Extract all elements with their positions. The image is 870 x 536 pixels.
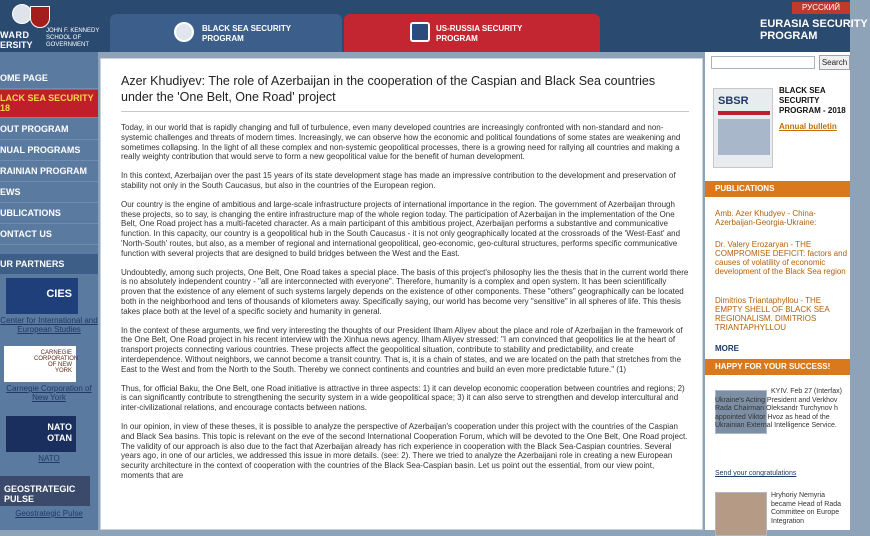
publication-link[interactable]: Dimitrios Triantaphyllou - THE EMPTY SHELL OF BLACK SEA REGIONALISM. DIMITRIOS TRIANTAPHYLLOU	[715, 296, 830, 332]
publication-link[interactable]: Dr. Valery Erozaryan - THE COMPROMISE DEFICIT: factors and causes of volatility of economic development of the Black Sea region	[715, 240, 848, 276]
harvard-text-1: WARD	[0, 30, 30, 40]
tab-black-sea-security-label: BLACK SEA SECURITY PROGRAM	[202, 24, 291, 43]
right-sidebar	[705, 52, 850, 530]
article-paragraph: Today, in our world that is rapidly changing and full of turbulence, even many developed countries are increasingly confronted with non-standard and non-systemic challenges and threats of modern times. Increasingly, we can observe how the economic and political foundations of some states are weakening and sometimes collapsing. In the light of all these complex and non-systemic geopolitical processes, there is a growing need for rallying all countries and making a really weighty contribution that would serve to form a new geopolitical value for the benefit of human development.	[121, 123, 681, 162]
jfk-school-label: JOHN F. KENNEDY SCHOOL OF GOVERNMENT	[46, 28, 100, 48]
nav-news[interactable]: EWS	[0, 182, 98, 203]
more-publications-link[interactable]: MORE	[715, 344, 739, 353]
nav-contact-us[interactable]: ONTACT US	[0, 224, 98, 245]
partner-name[interactable]: NATO	[38, 454, 60, 463]
happy-success-heading: HAPPY FOR YOUR SUCCESS!	[705, 359, 850, 375]
site-header	[0, 0, 868, 52]
partner-name[interactable]: Carnegie Corporation of New York	[6, 384, 92, 402]
left-navigation	[0, 52, 98, 530]
nav-about-program[interactable]: OUT PROGRAM	[0, 119, 98, 140]
nav-ukrainian-program[interactable]: RAINIAN PROGRAM	[0, 161, 98, 182]
article-title: Azer Khudiyev: The role of Azerbaijan in the cooperation of the Caspian and Black Sea countries under the 'One Belt, One Road' project	[121, 74, 656, 104]
article-paragraph: Our country is the engine of ambitious and large-scale infrastructure projects of international importance in the region. The government of Azerbaijan through these projects, so to say, is changing the entire infrastructure map of the whole region today. The participation of Azerbaijan in the implementation of the One Belt, One Road project has a multi-faceted character. As a main participant of this ambitious project, Azerbaijan performs a substantive and communicative function. In this capacity, our country is a geopolitical hub in the South Caucasus - it is not only geographically located at the crossroads of the 'West-East' and 'North-South' routes, but also, as a member of regional and international geopolitical, geo-economic, geo-cultural structures, performs specific communicative function with several projects that are designed to build bridges between the West and the East.	[121, 199, 681, 258]
globe-icon	[12, 4, 32, 24]
article-body	[121, 123, 689, 490]
bssp-2018-title: BLACK SEA SECURITY PROGRAM - 2018	[779, 86, 846, 115]
nav-annual-programs[interactable]: NUAL PROGRAMS	[0, 140, 98, 161]
carnegie-logo: CARNEGIE CORPORATION OF NEW YORK	[4, 346, 76, 382]
article-paragraph: In the context of these arguments, we find very interesting the thoughts of our President Ilham Aliyev about the place and role of Azerbaijan in the framework of the One Belt, One Road project in his recent interview with the Xinhua news agency. Ilham Aliyev stressed: "I am convinced that geopolitics lie at the heart of transport projects connecting various countries. These projects affect the geopolitical situation, contribute to stability and predictability, and create interdependence. Without neighbors, we cannot become a transit country. That is, it is a chain of states, and we are located on the path that stretches from the East to the West and from the North to the South. Thereby we connect continents and countries and build an even more predictable future." (1)	[121, 325, 683, 374]
russian-language-link[interactable]: РУССКИЙ	[792, 2, 850, 14]
news-text: KYIV. Feb 27 (Interfax) Ukraine's Acting President and Verkhov Rada Chairman Oleksandr Turchynov h appointed Viktor Hvoz as head of the Ukrainian External Intelligence Service.	[715, 388, 842, 429]
send-congratulations-link[interactable]: Send your congratulations	[715, 470, 797, 477]
cover-bar	[718, 111, 770, 115]
publication-link[interactable]: Amb. Azer Khudyev - China-Azerbaijan-Georgia-Ukraine:	[715, 209, 817, 227]
nav-home[interactable]: OME PAGE	[0, 68, 98, 89]
nato-logo: NATO OTAN	[6, 416, 76, 452]
search-button[interactable]: Search	[819, 55, 850, 70]
news-text: Hryhoriy Nemyria became Head of Rada Committee on Europe Integration	[771, 492, 842, 525]
partner-name[interactable]: Geostrategic Pulse	[15, 509, 83, 518]
harvard-logo[interactable]	[0, 0, 108, 52]
article-panel	[100, 58, 703, 530]
publications-heading: PUBLICATIONS	[705, 181, 850, 197]
article-paragraph: Undoubtedly, among such projects, One Belt, One Road takes a special place. The basis of this project's philosophy lies the thesis that in the current world there is no absolutely independent country - "all are interconnected with everyone". Therefore, humanity is a complex and open system. It has been scientifically proven that the existence of any element of such systems largely depends on the existence of other components. These "others" geographically can be located both in the neighborhood and tens of thousands of kilometers away. Specifically saying, our world has become very "sensitive" in all spheres of life. This thesis takes place both at the level of a specific society and humanity in general.	[121, 267, 689, 316]
tab-us-russia-security[interactable]	[344, 14, 600, 52]
eurasia-program-link[interactable]: EURASIA SECURITY PROGRAM	[760, 18, 868, 42]
nav-publications[interactable]: UBLICATIONS	[0, 203, 98, 224]
annual-bulletin-link[interactable]: Annual bulletin	[779, 122, 837, 131]
partner-name[interactable]: Center for International and European Studies	[0, 316, 98, 334]
bssp-badge-icon	[174, 22, 194, 42]
tab-black-sea-security[interactable]	[110, 14, 342, 52]
article-paragraph: In this context, Azerbaijan over the past 15 years of its state development stage has made an impressive contribution to the development and preservation of stability not only in the South Caucasus, but also in the countries of the European region.	[121, 171, 676, 190]
news-photo[interactable]	[715, 492, 767, 536]
shield-icon	[410, 22, 430, 42]
search-input[interactable]	[711, 56, 815, 69]
bulletin-cover[interactable]	[713, 88, 773, 168]
shield-icon	[30, 6, 50, 28]
title-divider	[121, 111, 689, 112]
harvard-text-2: ERSITY	[0, 40, 33, 50]
cies-logo: CIES	[6, 278, 78, 314]
sbsr-label: SBSR	[718, 95, 749, 107]
nav-black-sea-security[interactable]: LACK SEA SECURITY 18	[0, 90, 98, 118]
article-paragraph: Thus, for official Baku, the One Belt, one Road initiative is attractive in three aspects: 1) it can develop economic cooperation between countries and regions; 2) is can significantly contribute to strengthening the security system in a wide geopolitical space; 3) it can also serve to strengthen and develop intercultural and inter-civilizational relations, and encourage contacts between nations.	[121, 383, 685, 413]
cover-image	[718, 119, 770, 155]
tab-us-russia-label: US-RUSSIA SECURITY PROGRAM	[436, 24, 523, 43]
geostrategic-logo: GEOSTRATEGIC PULSE	[0, 476, 90, 506]
article-paragraph: In our opinion, in view of these theses, it is possible to analyze the perspective of Azerbaijan's cooperation under this project with the countries of the Caspian and Black Sea basins. This topic is relevant on the eve of the second International Cooperation Forum, which will be devoted to the One Belt, One Road project. The validity of our approach is also due to the fact that Azerbaijan already has rich experience in cooperation with the Black Sea-Caspian countries. Several years ago, in one of our articles, we addressed this issue in more details. (see: 2). There we tried to analyze the Azerbaijani role in creating a new European security architecture in the context of cooperation with the countries of the Black Sea-Caspian basin. Let us point out the essential, from our view point, moments that are	[121, 421, 688, 480]
partners-heading: UR PARTNERS	[0, 254, 98, 274]
